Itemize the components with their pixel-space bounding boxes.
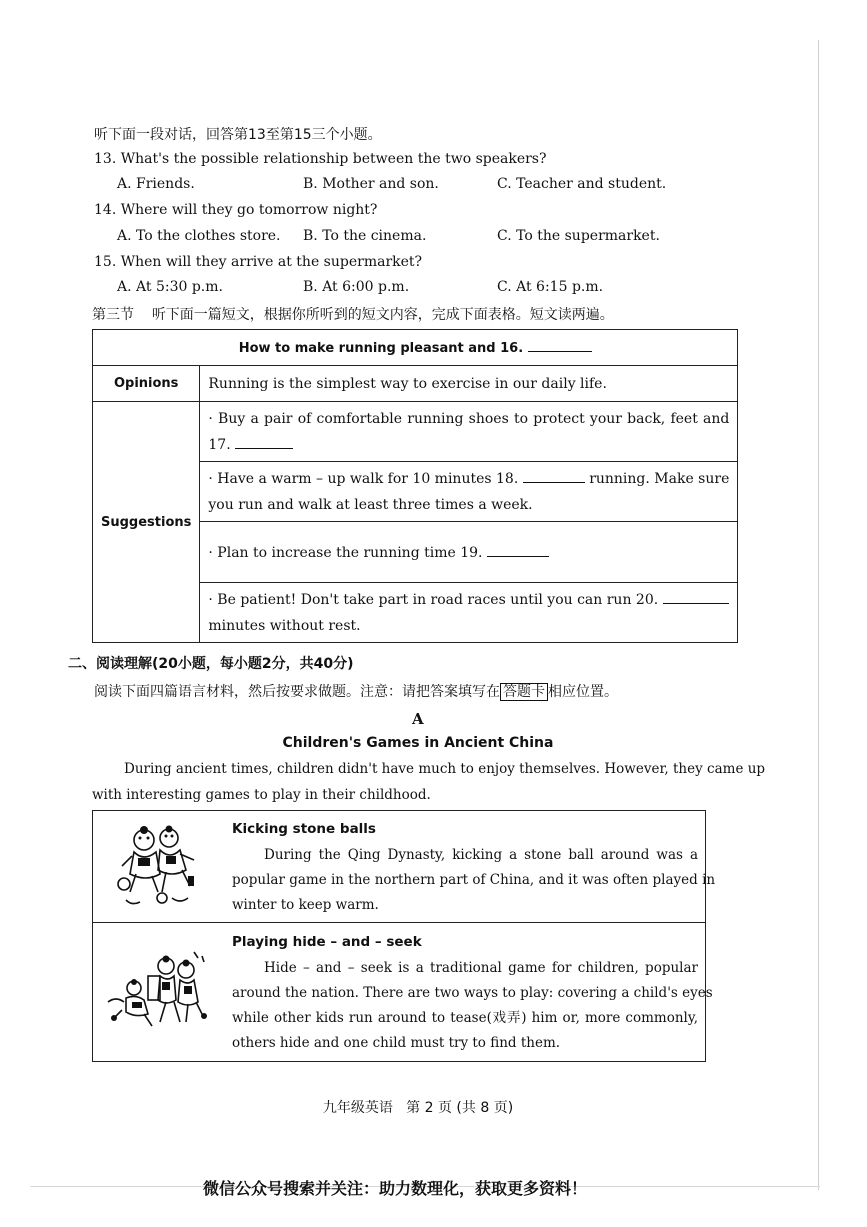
suggestion-2: [200, 462, 738, 522]
section3-instruction: 听下面一篇短文，根据你所听到的短文内容，完成下面表格。短文读两遍。: [151, 307, 614, 323]
intro-line-2: with interesting games to play in their childhood.: [92, 787, 431, 803]
table-title: [93, 330, 738, 366]
game-2-line-1: Hide – and – seek is a traditional game for children, popular: [264, 960, 698, 976]
kicking-ball-illustration-icon: [112, 820, 207, 912]
reading-instruction-pre: 阅读下面四篇语言材料，然后按要求做题。注意：请把答案填写在: [94, 684, 500, 700]
question-15: 15. When will they arrive at the supermarket?: [94, 254, 423, 270]
instruction-13-15: 听下面一段对话，回答第13至第15三个小题。: [94, 127, 382, 143]
suggestion-1-num: 17.: [208, 436, 231, 453]
section3-label: 第三节: [92, 307, 134, 323]
game-2-line-3: while other kids run around to tease(戏弄) him or, more commonly,: [232, 1010, 698, 1026]
game-2-title: Playing hide – and – seek: [232, 934, 422, 950]
passage-letter: A: [412, 710, 424, 728]
suggestion-4-line1: [208, 587, 729, 613]
opinions-text: Running is the simplest way to exercise in our daily life.: [200, 366, 738, 402]
q13-option-a: A. Friends.: [117, 176, 195, 192]
suggestions-label: Suggestions: [93, 402, 200, 643]
intro-line-1: During ancient times, children didn't have much to enjoy themselves. However, they came up: [124, 761, 766, 777]
game-1-body: [232, 843, 716, 918]
blank-18: [523, 470, 585, 483]
game-1-line-3: winter to keep warm.: [232, 897, 379, 913]
section3-heading: [92, 304, 614, 324]
suggestion-3: [200, 522, 738, 583]
suggestion-4-text: · Be patient! Don't take part in road races until you can run 20.: [208, 591, 659, 608]
answer-card-box: 答题卡: [500, 683, 548, 701]
suggestion-4: [200, 583, 738, 643]
suggestion-2-pre: · Have a warm – up walk for 10 minutes 18.: [208, 470, 519, 487]
q15-option-b: B. At 6:00 p.m.: [303, 279, 410, 295]
suggestion-1-line2: [208, 432, 729, 458]
blank-17: [235, 436, 293, 449]
blank-19: [487, 544, 549, 557]
question-14: 14. Where will they go tomorrow night?: [94, 202, 378, 218]
game-2-line-4: others hide and one child must try to find them.: [232, 1035, 561, 1051]
page-info: 九年级英语 第 2 页 (共 8 页): [322, 1100, 514, 1116]
q14-option-c: C. To the supermarket.: [497, 228, 660, 244]
page-edge-line: [818, 40, 819, 1190]
suggestion-1: [200, 402, 738, 462]
question-13: 13. What's the possible relationship between the two speakers?: [94, 151, 547, 167]
q14-option-b: B. To the cinema.: [303, 228, 427, 244]
suggestion-2-line2: you run and walk at least three times a week.: [208, 496, 533, 513]
game-1-line-1: During the Qing Dynasty, kicking a stone ball around was a: [264, 847, 698, 863]
games-divider: [92, 922, 706, 923]
reading-section-title: 二、阅读理解(20小题，每小题2分，共40分): [68, 656, 354, 672]
opinions-label: Opinions: [93, 366, 200, 402]
hide-and-seek-illustration-icon: [104, 948, 212, 1032]
q13-option-b: B. Mother and son.: [303, 176, 439, 192]
game-1-line-2: popular game in the northern part of China, and it was often played in: [232, 872, 716, 888]
game-2-body: [232, 956, 713, 1056]
suggestion-2-line1: [208, 466, 729, 492]
q15-option-a: A. At 5:30 p.m.: [117, 279, 223, 295]
game-1-title: Kicking stone balls: [232, 821, 376, 837]
table-title-text: How to make running pleasant and 16.: [238, 341, 524, 356]
suggestion-1-line1: · Buy a pair of comfortable running shoes to protect your back, feet and: [208, 410, 730, 427]
q15-option-c: C. At 6:15 p.m.: [497, 279, 604, 295]
passage-title: Children's Games in Ancient China: [282, 735, 554, 751]
suggestion-4-line2: minutes without rest.: [208, 617, 361, 634]
reading-instruction-post: 相应位置。: [548, 684, 618, 700]
reading-instruction: [94, 681, 618, 701]
q14-option-a: A. To the clothes store.: [117, 228, 281, 244]
suggestion-3-text: · Plan to increase the running time 19.: [208, 544, 483, 561]
q13-option-c: C. Teacher and student.: [497, 176, 667, 192]
suggestion-2-post: running. Make sure: [589, 470, 730, 487]
blank-16: [528, 339, 592, 352]
game-2-line-2: around the nation. There are two ways to play: covering a child's eyes: [232, 985, 713, 1001]
running-table: [92, 329, 738, 643]
blank-20: [663, 591, 729, 604]
wechat-banner: 微信公众号搜索并关注：助力数理化，获取更多资料！: [202, 1179, 587, 1198]
